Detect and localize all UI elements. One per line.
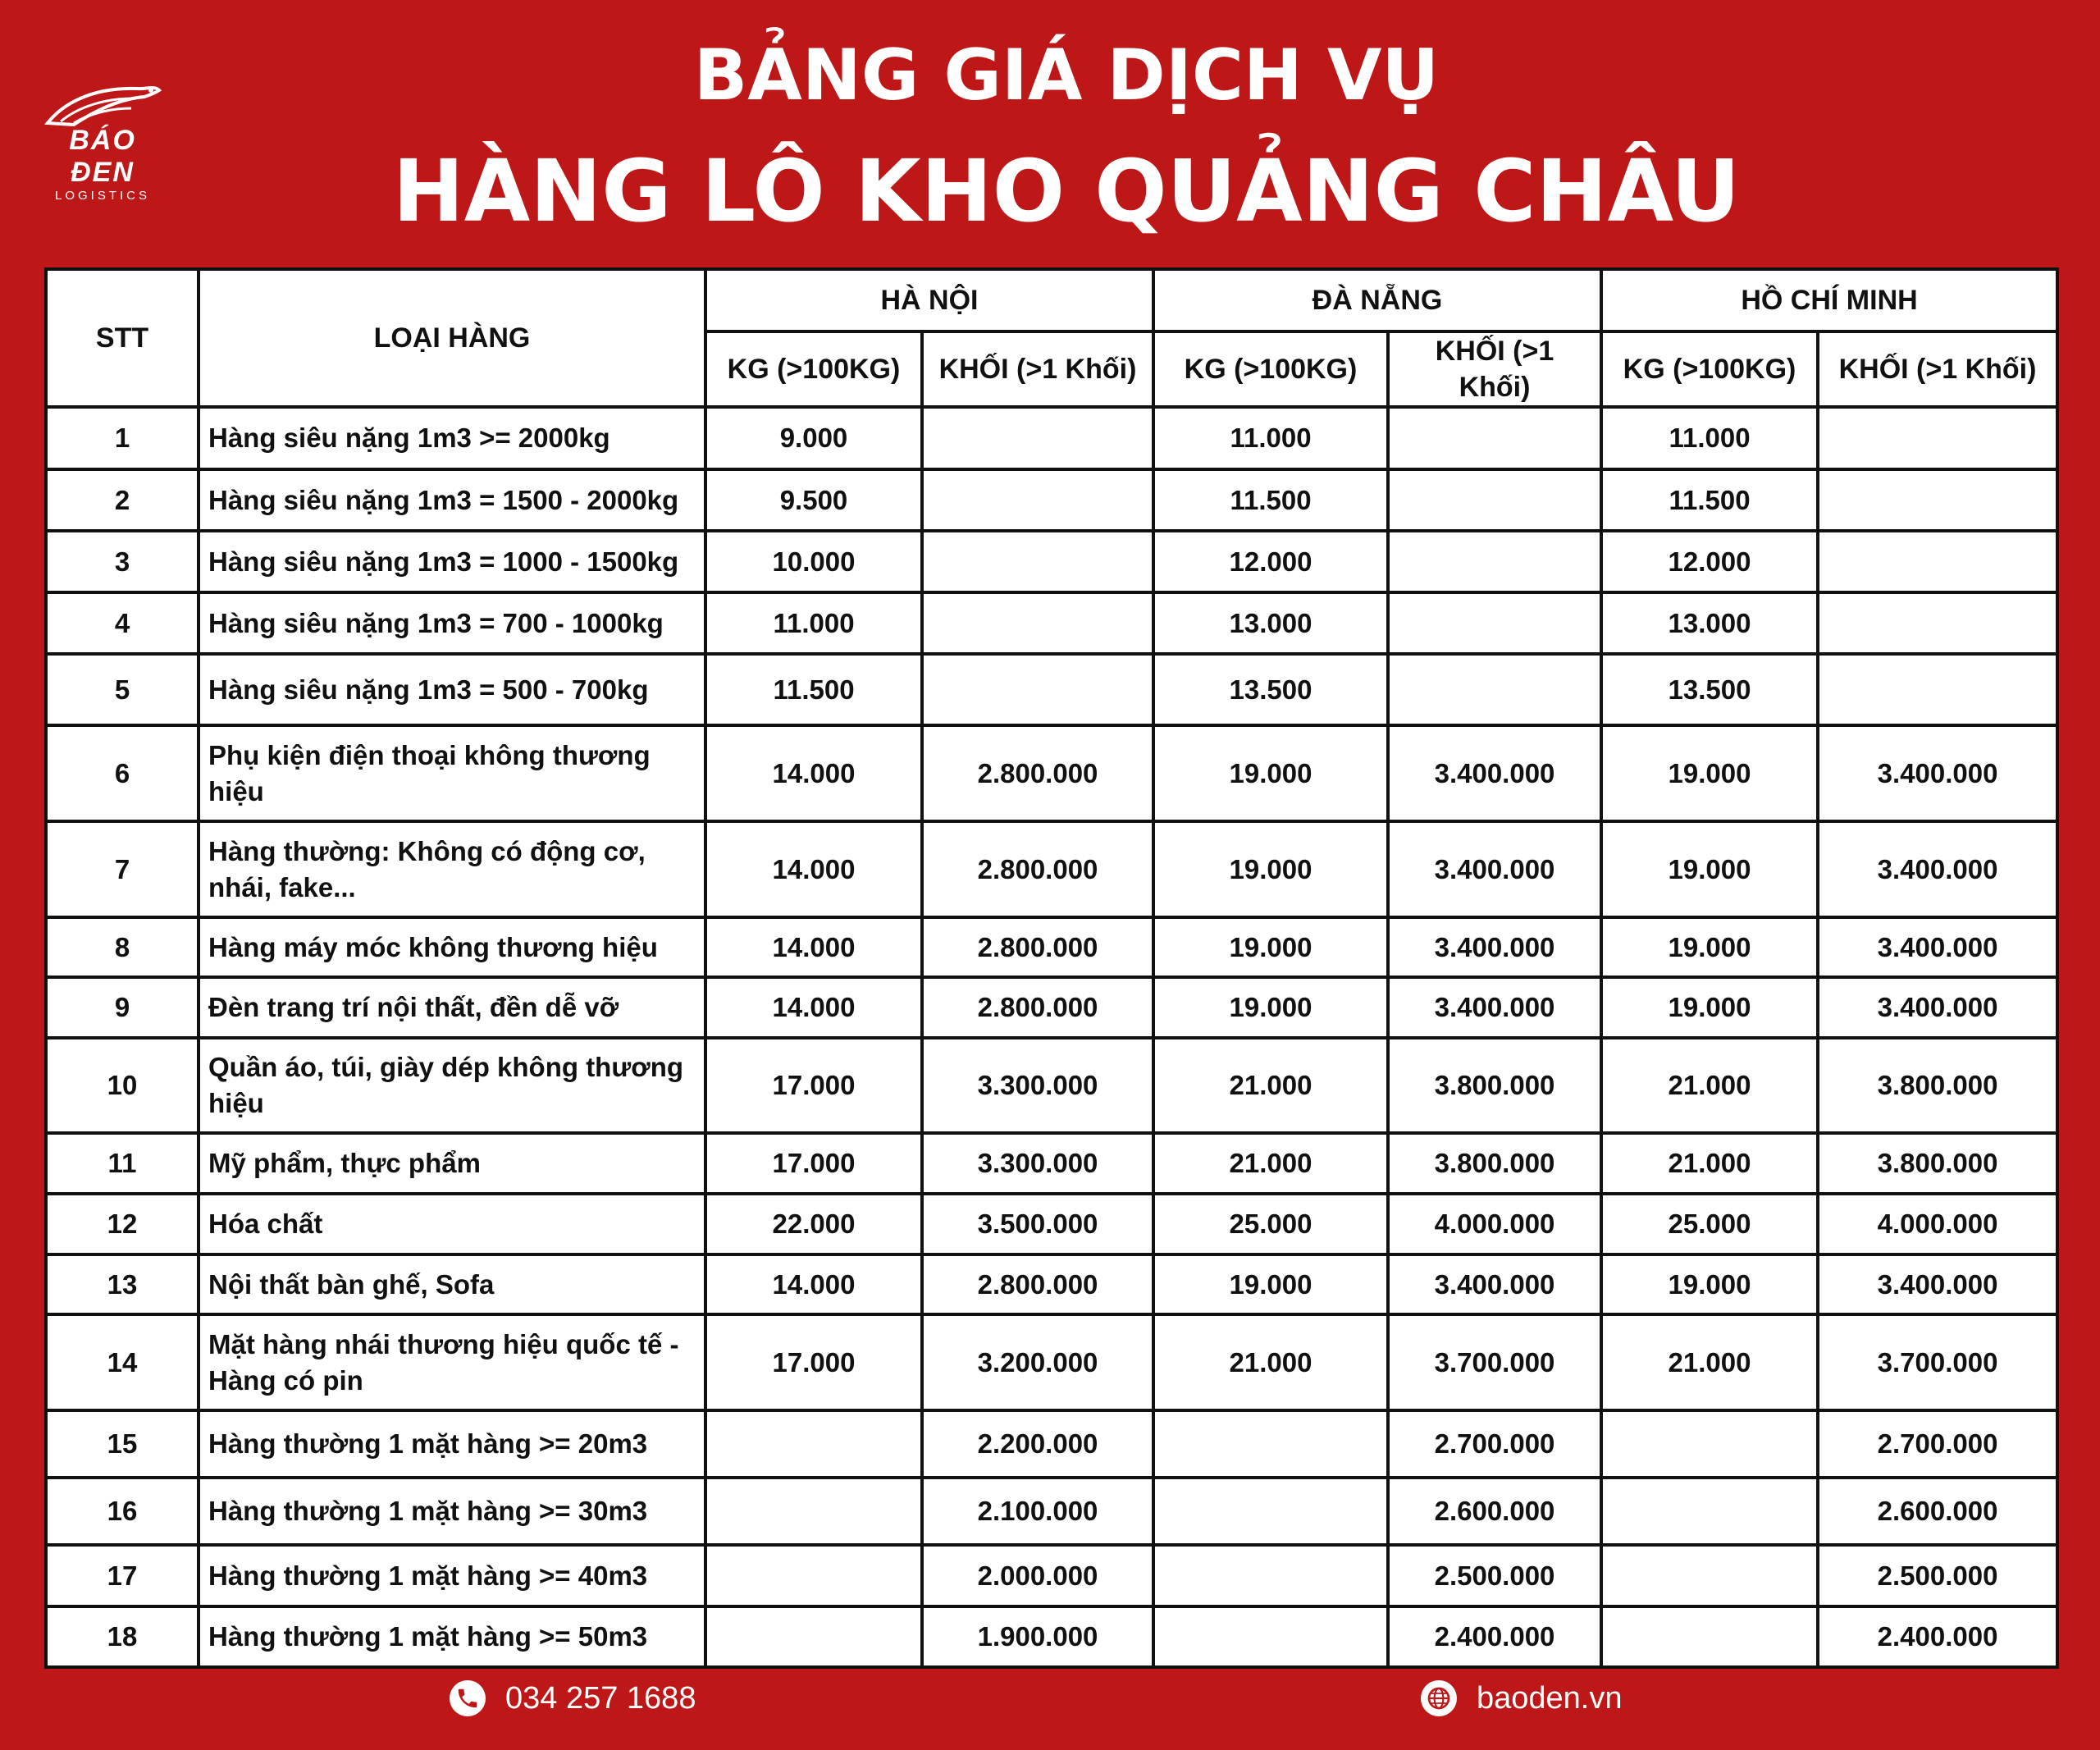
cell-stt: 16 — [46, 1478, 199, 1545]
cell-hcm-kg: 21.000 — [1601, 1133, 1818, 1194]
cell-stt: 18 — [46, 1606, 199, 1667]
cell-hn-khoi: 3.500.000 — [922, 1194, 1153, 1254]
cell-stt: 8 — [46, 917, 199, 977]
cell-dn-kg: 19.000 — [1153, 821, 1388, 917]
cell-dn-khoi: 3.400.000 — [1388, 821, 1601, 917]
cell-hn-kg: 22.000 — [705, 1194, 922, 1254]
header-region-ho-chi-minh: HỒ CHÍ MINH — [1601, 269, 2057, 331]
cell-dn-khoi: 3.400.000 — [1388, 977, 1601, 1038]
cell-stt: 12 — [46, 1194, 199, 1254]
cell-name: Phụ kiện điện thoại không thương hiệu — [199, 725, 705, 821]
table-row — [46, 1194, 2057, 1254]
table-row — [46, 1410, 2057, 1478]
header-kg: KG (>100KG) — [1153, 331, 1388, 407]
table-row — [46, 1038, 2057, 1133]
cell-hcm-kg: 19.000 — [1601, 725, 1818, 821]
cell-stt: 1 — [46, 407, 199, 469]
cell-name: Hàng thường 1 mặt hàng >= 30m3 — [199, 1478, 705, 1545]
cell-stt: 3 — [46, 531, 199, 592]
cell-hcm-kg: 21.000 — [1601, 1038, 1818, 1133]
table-row — [46, 407, 2057, 469]
price-table — [44, 267, 2059, 1669]
cell-dn-kg: 12.000 — [1153, 531, 1388, 592]
cell-hn-khoi: 2.800.000 — [922, 1254, 1153, 1314]
cell-hcm-khoi: 3.400.000 — [1818, 977, 2057, 1038]
cell-hcm-khoi: 4.000.000 — [1818, 1194, 2057, 1254]
cell-dn-kg: 11.500 — [1153, 469, 1388, 531]
cell-dn-kg: 25.000 — [1153, 1194, 1388, 1254]
cell-name: Hàng thường 1 mặt hàng >= 40m3 — [199, 1545, 705, 1606]
cell-dn-khoi: 3.800.000 — [1388, 1038, 1601, 1133]
table-row — [46, 1314, 2057, 1410]
table-row — [46, 1254, 2057, 1314]
cell-hcm-kg: 13.000 — [1601, 592, 1818, 654]
cell-hn-kg — [705, 1545, 922, 1606]
cell-dn-kg: 19.000 — [1153, 725, 1388, 821]
cell-dn-khoi: 2.400.000 — [1388, 1606, 1601, 1667]
phone-icon — [450, 1680, 486, 1716]
cell-dn-khoi: 3.400.000 — [1388, 725, 1601, 821]
cell-hn-kg: 14.000 — [705, 977, 922, 1038]
cell-stt: 10 — [46, 1038, 199, 1133]
cell-name: Nội thất bàn ghế, Sofa — [199, 1254, 705, 1314]
table-row — [46, 592, 2057, 654]
cell-stt: 13 — [46, 1254, 199, 1314]
table-body — [46, 407, 2057, 1667]
cell-dn-kg: 21.000 — [1153, 1133, 1388, 1194]
cell-dn-khoi: 2.600.000 — [1388, 1478, 1601, 1545]
cell-hn-khoi — [922, 592, 1153, 654]
cell-hn-khoi — [922, 469, 1153, 531]
cell-hcm-kg — [1601, 1606, 1818, 1667]
cell-hcm-khoi — [1818, 407, 2057, 469]
cell-hn-khoi: 2.200.000 — [922, 1410, 1153, 1478]
cell-hcm-khoi: 2.600.000 — [1818, 1478, 2057, 1545]
cell-name: Hàng siêu nặng 1m3 = 500 - 700kg — [199, 654, 705, 725]
cell-hn-kg: 10.000 — [705, 531, 922, 592]
cell-hcm-kg: 19.000 — [1601, 1254, 1818, 1314]
cell-hcm-khoi: 2.700.000 — [1818, 1410, 2057, 1478]
cell-name: Hàng thường 1 mặt hàng >= 20m3 — [199, 1410, 705, 1478]
cell-hn-khoi: 2.100.000 — [922, 1478, 1153, 1545]
cell-dn-khoi — [1388, 469, 1601, 531]
cell-name: Hàng siêu nặng 1m3 = 1500 - 2000kg — [199, 469, 705, 531]
header-khoi: KHỐI (>1 Khối) — [1388, 331, 1601, 407]
cell-stt: 9 — [46, 977, 199, 1038]
cell-hcm-kg: 19.000 — [1601, 977, 1818, 1038]
cell-dn-kg: 19.000 — [1153, 977, 1388, 1038]
cell-hcm-khoi: 3.800.000 — [1818, 1133, 2057, 1194]
header-khoi: KHỐI (>1 Khối) — [1818, 331, 2057, 407]
cell-dn-kg: 11.000 — [1153, 407, 1388, 469]
cell-name: Quần áo, túi, giày dép không thương hiệu — [199, 1038, 705, 1133]
cell-stt: 17 — [46, 1545, 199, 1606]
cell-hcm-kg: 19.000 — [1601, 917, 1818, 977]
cell-hn-khoi — [922, 531, 1153, 592]
cell-hn-kg: 11.000 — [705, 592, 922, 654]
table-row — [46, 917, 2057, 977]
cell-hn-khoi: 1.900.000 — [922, 1606, 1153, 1667]
cell-hn-kg: 14.000 — [705, 725, 922, 821]
table-row — [46, 1478, 2057, 1545]
cell-hcm-kg: 13.500 — [1601, 654, 1818, 725]
header-region-da-nang: ĐÀ NẴNG — [1153, 269, 1601, 331]
cell-stt: 5 — [46, 654, 199, 725]
cell-dn-khoi: 3.700.000 — [1388, 1314, 1601, 1410]
brand-sub: LOGISTICS — [54, 189, 151, 203]
cell-name: Mỹ phẩm, thực phẩm — [199, 1133, 705, 1194]
cell-stt: 11 — [46, 1133, 199, 1194]
globe-icon — [1421, 1680, 1457, 1716]
cell-hcm-kg: 12.000 — [1601, 531, 1818, 592]
cell-hn-khoi: 2.000.000 — [922, 1545, 1153, 1606]
table-row — [46, 1606, 2057, 1667]
cell-hn-kg: 11.500 — [705, 654, 922, 725]
cell-hn-khoi — [922, 407, 1153, 469]
cell-dn-kg: 19.000 — [1153, 917, 1388, 977]
cell-stt: 14 — [46, 1314, 199, 1410]
cell-hcm-kg: 11.500 — [1601, 469, 1818, 531]
cell-dn-khoi: 3.400.000 — [1388, 917, 1601, 977]
table-row — [46, 977, 2057, 1038]
cell-hcm-khoi: 3.400.000 — [1818, 821, 2057, 917]
footer-website[interactable] — [1421, 1674, 1623, 1723]
cell-dn-khoi — [1388, 407, 1601, 469]
cell-stt: 15 — [46, 1410, 199, 1478]
cell-hn-khoi: 3.300.000 — [922, 1133, 1153, 1194]
cell-hcm-kg: 11.000 — [1601, 407, 1818, 469]
cell-hcm-kg — [1601, 1545, 1818, 1606]
cell-hcm-khoi: 3.400.000 — [1818, 917, 2057, 977]
cell-hn-kg: 14.000 — [705, 917, 922, 977]
cell-hcm-khoi — [1818, 592, 2057, 654]
cell-hn-kg — [705, 1606, 922, 1667]
cell-name: Mặt hàng nhái thương hiệu quốc tế - Hàng có pin — [199, 1314, 705, 1410]
cell-hcm-khoi: 2.400.000 — [1818, 1606, 2057, 1667]
cell-hn-khoi: 3.300.000 — [922, 1038, 1153, 1133]
cell-hn-khoi: 2.800.000 — [922, 725, 1153, 821]
cell-hcm-khoi — [1818, 469, 2057, 531]
cell-hn-khoi: 3.200.000 — [922, 1314, 1153, 1410]
cell-dn-kg: 13.000 — [1153, 592, 1388, 654]
cell-name: Hàng siêu nặng 1m3 = 1000 - 1500kg — [199, 531, 705, 592]
cell-hn-khoi: 2.800.000 — [922, 917, 1153, 977]
cell-dn-khoi: 2.700.000 — [1388, 1410, 1601, 1478]
cell-name: Hóa chất — [199, 1194, 705, 1254]
cell-hcm-kg: 19.000 — [1601, 821, 1818, 917]
cell-hn-kg: 14.000 — [705, 821, 922, 917]
page-title-line1: BẢNG GIÁ DỊCH VỤ — [693, 34, 1440, 117]
table-row — [46, 469, 2057, 531]
cell-stt: 7 — [46, 821, 199, 917]
cell-dn-kg — [1153, 1410, 1388, 1478]
cell-stt: 2 — [46, 469, 199, 531]
cell-hn-kg: 14.000 — [705, 1254, 922, 1314]
cell-dn-khoi: 3.800.000 — [1388, 1133, 1601, 1194]
cell-dn-khoi — [1388, 592, 1601, 654]
cell-dn-kg — [1153, 1545, 1388, 1606]
website-url: baoden.vn — [1477, 1680, 1623, 1716]
table-row — [46, 1133, 2057, 1194]
header-region-ha-noi: HÀ NỘI — [705, 269, 1153, 331]
cell-name: Hàng thường 1 mặt hàng >= 50m3 — [199, 1606, 705, 1667]
cell-dn-kg: 21.000 — [1153, 1314, 1388, 1410]
cell-hn-kg — [705, 1478, 922, 1545]
cell-dn-khoi: 2.500.000 — [1388, 1545, 1601, 1606]
table-row — [46, 531, 2057, 592]
cell-hn-khoi: 2.800.000 — [922, 821, 1153, 917]
cell-name: Hàng máy móc không thương hiệu — [199, 917, 705, 977]
cell-hcm-khoi: 3.700.000 — [1818, 1314, 2057, 1410]
cell-stt: 4 — [46, 592, 199, 654]
header-kg: KG (>100KG) — [1601, 331, 1818, 407]
cell-hn-khoi — [922, 654, 1153, 725]
cell-hn-kg: 9.500 — [705, 469, 922, 531]
cell-dn-kg — [1153, 1478, 1388, 1545]
cell-dn-kg: 13.500 — [1153, 654, 1388, 725]
cell-dn-kg — [1153, 1606, 1388, 1667]
phone-number: 034 257 1688 — [505, 1680, 696, 1716]
cell-stt: 6 — [46, 725, 199, 821]
cell-hcm-khoi — [1818, 654, 2057, 725]
header-loai-hang: LOẠI HÀNG — [199, 269, 705, 407]
cell-hcm-khoi: 3.400.000 — [1818, 725, 2057, 821]
brand-name: BÁO ĐEN — [69, 125, 136, 188]
table-row — [46, 725, 2057, 821]
cell-hcm-kg — [1601, 1410, 1818, 1478]
cell-hcm-kg: 25.000 — [1601, 1194, 1818, 1254]
cell-dn-khoi — [1388, 654, 1601, 725]
cell-dn-khoi: 4.000.000 — [1388, 1194, 1601, 1254]
page-title-line2: HÀNG LÔ KHO QUẢNG CHÂU — [392, 141, 1741, 241]
cell-hn-kg: 9.000 — [705, 407, 922, 469]
cell-name: Hàng thường: Không có động cơ, nhái, fake... — [199, 821, 705, 917]
table-row — [46, 654, 2057, 725]
cell-dn-kg: 19.000 — [1153, 1254, 1388, 1314]
cell-hn-kg: 17.000 — [705, 1038, 922, 1133]
cell-hcm-kg — [1601, 1478, 1818, 1545]
cell-dn-khoi — [1388, 531, 1601, 592]
table-row — [46, 1545, 2057, 1606]
cell-hcm-khoi: 3.400.000 — [1818, 1254, 2057, 1314]
cell-hcm-khoi: 3.800.000 — [1818, 1038, 2057, 1133]
cell-dn-kg: 21.000 — [1153, 1038, 1388, 1133]
header-kg: KG (>100KG) — [705, 331, 922, 407]
cell-hn-kg — [705, 1410, 922, 1478]
cell-hn-kg: 17.000 — [705, 1314, 922, 1410]
footer-phone[interactable] — [450, 1674, 696, 1723]
cell-hn-khoi: 2.800.000 — [922, 977, 1153, 1038]
cell-name: Đèn trang trí nội thất, đền dễ vỡ — [199, 977, 705, 1038]
cell-hcm-kg: 21.000 — [1601, 1314, 1818, 1410]
cell-hcm-khoi: 2.500.000 — [1818, 1545, 2057, 1606]
cell-dn-khoi: 3.400.000 — [1388, 1254, 1601, 1314]
header-khoi: KHỐI (>1 Khối) — [922, 331, 1153, 407]
cell-name: Hàng siêu nặng 1m3 = 700 - 1000kg — [199, 592, 705, 654]
cell-name: Hàng siêu nặng 1m3 >= 2000kg — [199, 407, 705, 469]
table-row — [46, 821, 2057, 917]
header-stt: STT — [46, 269, 199, 407]
cell-hn-kg: 17.000 — [705, 1133, 922, 1194]
cell-hcm-khoi — [1818, 531, 2057, 592]
